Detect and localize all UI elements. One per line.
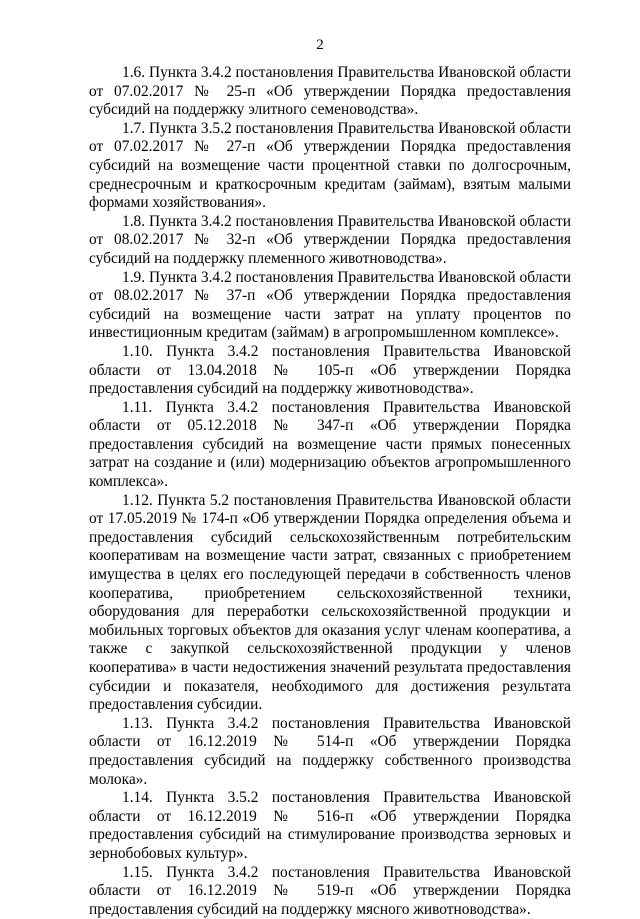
list-item-1-6: 1.6. Пункта 3.4.2 постановления Правительства Ивановской области от 07.02.2017 № 25-п «Об утверждении Порядка предоставления субсидий на поддержку элитного семеноводства». <box>89 64 571 119</box>
list-item-1-13: 1.13. Пункта 3.4.2 постановления Правительства Ивановской области от 16.12.2019 № 514-п «Об утверждении Порядка предоставления субсидий на поддержку собственного производства молока». <box>89 714 571 788</box>
list-item-1-9: 1.9. Пункта 3.4.2 постановления Правительства Ивановской области от 08.02.2017 № 37-п «Об утверждении Порядка предоставления субсидий на возмещение части затрат на уплату процентов по инвестиционным кредитам (займам) в агропромышленном комплексе». <box>89 268 571 342</box>
list-item-1-14: 1.14. Пункта 3.5.2 постановления Правительства Ивановской области от 16.12.2019 № 516-п «Об утверждении Порядка предоставления субсидий на стимулирование производства зерновых и зернобобовых культур». <box>89 789 571 862</box>
page-number: 2 <box>316 37 324 53</box>
list-item-1-15: 1.15. Пункта 3.4.2 постановления Правительства Ивановской области от 16.12.2019 № 519-п «Об утверждении Порядка предоставления субсидий на поддержку мясного животноводства». <box>89 863 571 918</box>
list-item-1-8: 1.8. Пункта 3.4.2 постановления Правительства Ивановской области от 08.02.2017 № 32-п «Об утверждении Порядка предоставления субсидий на поддержку племенного животноводства». <box>89 212 571 267</box>
list-item-1-10: 1.10. Пункта 3.4.2 постановления Правительства Ивановской области от 13.04.2018 № 105-п «Об утверждении Порядка предоставления субсидий на поддержку животноводства». <box>89 342 571 398</box>
list-item-1-12: 1.12. Пункта 5.2 постановления Правительства Ивановской области от 17.05.2019 № 174-п «Об утверждении Порядка определения объема и предоставления субсидий сельскохозяйственным потребительским кооперативам на возмещение части затрат, связанных с приобретением имущества в целях его последующей передачи в собственность членов кооператива, приобретением сельскохозяйственной техники, оборудования для переработки сельскохозяйственной продукции и мобильных торговых объектов для оказания услуг членам кооператива, а также с закупкой сельскохозяйственной продукции у членов кооператива» в части недостижения значений результата предоставления субсидии и показателя, необходимого для достижения результата предоставления субсидии. <box>89 491 571 714</box>
list-item-1-7: 1.7. Пункта 3.5.2 постановления Правительства Ивановской области от 07.02.2017 № 27-п «Об утверждении Порядка предоставления субсидий на возмещение части процентной ставки по долгосрочным, среднесрочным и краткосрочным кредитам (займам), взятым малыми формами хозяйствования». <box>89 119 571 212</box>
list-item-1-11: 1.11. Пункта 3.4.2 постановления Правительства Ивановской области от 05.12.2018 № 347-п «Об утверждении Порядка предоставления субсидий на возмещение части прямых понесенных затрат на создание и (или) модернизацию объектов агропромышленного комплекса». <box>89 398 571 491</box>
document-body <box>89 64 571 919</box>
